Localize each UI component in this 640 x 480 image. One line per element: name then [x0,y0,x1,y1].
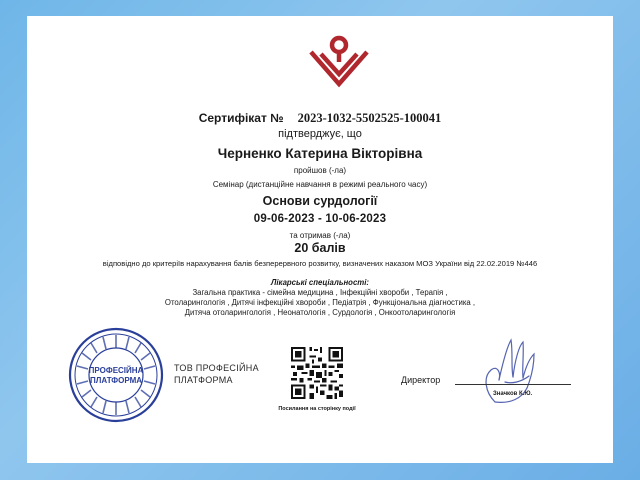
specialties-line: Отоларингологія , Дитячі інфекційні хвороби , Педіатрія , Функціональна діагностика , [164,298,476,307]
qr-code-icon[interactable] [291,347,343,399]
stamp-text-line: ПЛАТФОРМА [89,376,143,385]
received-text: та отримав (-ла) [289,231,351,240]
organization-name-line: ТОВ ПРОФЕСІЙНА [174,363,259,373]
specialties-line: Загальна практика - сімейна медицина , Інфекційні хвороби , Терапія , [192,288,448,297]
stamp-text-line: ПРОФЕСІЙНА [88,366,144,375]
qr-caption: Посилання на сторінку події [278,406,356,412]
signer-name: Значков К.Ю. [493,391,533,397]
organization-name-line: ПЛАТФОРМА [174,375,233,385]
seminar-type: Семінар (дистанційне навчання в режимі реального часу) [212,180,428,189]
director-label: Директор [401,375,441,385]
course-title: Основи сурдології [262,194,378,208]
confirms-text: підтверджує, що [278,128,362,140]
criteria-text: відповідно до критеріїв нарахування балів безперервного розвитку, визначених наказом МОЗ України від 22.02.2019 №446 [102,259,538,268]
specialties-line: Дитяча отоларингологія , Неонатологія , Сурдологія , Онкоотоларингологія [184,308,456,317]
recipient-name: Черненко Катерина Вікторівна [217,146,423,161]
certificate-label: Сертифікат № [198,111,284,125]
organization-logo-icon [305,32,373,92]
official-stamp-icon [67,326,165,424]
organization-name [174,362,259,386]
specialties-title: Лікарські спеціальності: [271,278,369,287]
certificate-card [27,16,613,463]
passed-text: пройшов (-ла) [293,166,347,175]
points-awarded: 20 балів [294,241,346,255]
signature-line [455,384,571,385]
certificate-number: 2023-1032-5502525-100041 [297,111,442,125]
certificate-number-line [27,111,613,126]
course-dates: 09-06-2023 - 10-06-2023 [253,213,387,225]
director-signature-icon [477,332,547,410]
